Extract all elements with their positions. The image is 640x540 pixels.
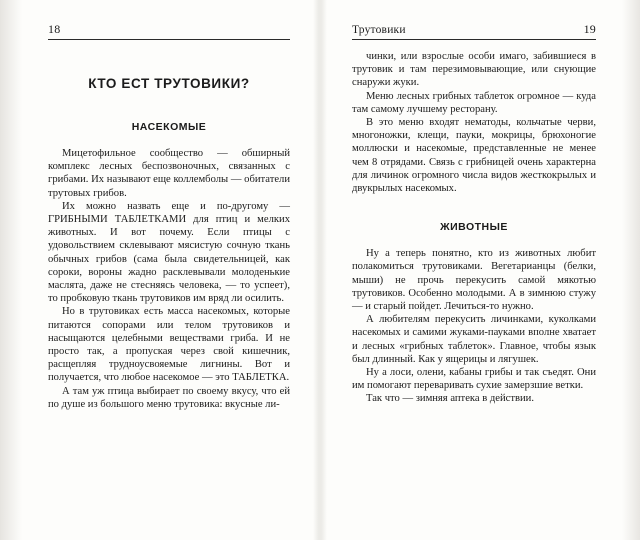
book-spine	[313, 0, 327, 540]
paragraph: Так что — зимняя аптека в действии.	[366, 393, 534, 405]
right-header-rule	[352, 39, 596, 40]
right-section-heading: ЖИВОТНЫЕ	[440, 221, 508, 234]
paragraph: чинки, или взрослые особи имаго, забившиеся в трутовик и там перезимовывающие, или снующие снаружи жуки.	[352, 51, 596, 89]
paragraph: Их можно назвать еще и по-другому — ГРИБНЫМИ ТАБЛЕТКАМИ для птиц и мелких животных. И вот почему. Если птицы с удовольствием склевывают мясистую сочную ткань обычных грибов (сама была свидетельницей, как сороки, вороны жадно расклевывали молоденькие маслята, даже не стесняясь человека, — то успеет), то пробковую ткань трутовиков им вряд ли осилить.	[48, 200, 290, 305]
right-page	[330, 0, 622, 540]
paragraph: А там уж птица выбирает по своему вкусу, что ей по душе из большого меню трутовика: вкусные ли-	[48, 385, 290, 410]
paragraph: Ну а теперь понятно, кто из животных любит полакомиться трутовиками. Вегетарианцы (белки, мыши) не прочь перекусить самой мякотью трутовиков. Особенно молодыми. А в зимнюю стужу — и старый пойдет. Лечиться-то нужно.	[352, 248, 596, 313]
paragraph: Меню лесных грибных таблеток огромное — куда там самому лучшему ресторану.	[352, 90, 596, 115]
right-running-title: Трутовики	[352, 24, 406, 36]
paragraph: Но в трутовиках есть масса насекомых, которые питаются сопорами или телом трутовиков и насыщаются целебными веществами гриба. И не просто так, а пропуская через свой кишечник, расщепляя трудноусвояемые лигнины. Вот и получается, что любое насекомое — это ТАБЛЕТКА.	[48, 306, 290, 384]
paragraph: Мицетофильное сообщество — обширный комплекс лесных беспозвоночных, связанных с грибами. Их называют еще коллемболы — обитатели трутовых грибов.	[48, 148, 290, 199]
paragraph: Ну а лоси, олени, кабаны грибы и так съедят. Они им помогают переваривать сухие замерзшие ветки.	[352, 367, 596, 392]
right-page-number: 19	[583, 22, 596, 36]
right-running-header	[352, 22, 596, 38]
left-running-header	[48, 22, 290, 38]
paragraph: А любителям перекусить личинками, куколками насекомых и самими жуками-пауками вполне хватает и лесных «грибных таблеток». Главное, чтобы язык был длинный. Как у ящерицы и лягушек.	[352, 314, 596, 365]
left-header-rule	[48, 39, 290, 40]
left-page-number: 18	[48, 22, 61, 36]
chapter-title: КТО ЕСТ ТРУТОВИКИ?	[88, 76, 250, 91]
left-section-heading: НАСЕКОМЫЕ	[131, 121, 207, 133]
paragraph: В это меню входят нематоды, кольчатые черви, многоножки, клещи, пауки, мокрицы, брюхоногие моллюски и насекомые, представленные не менее чем 8 отрядами. Связь с грибницей очень характерна для личинок огромного числа видов жесткокрылых и двукрылых насекомых.	[352, 117, 596, 195]
left-page	[22, 0, 314, 540]
